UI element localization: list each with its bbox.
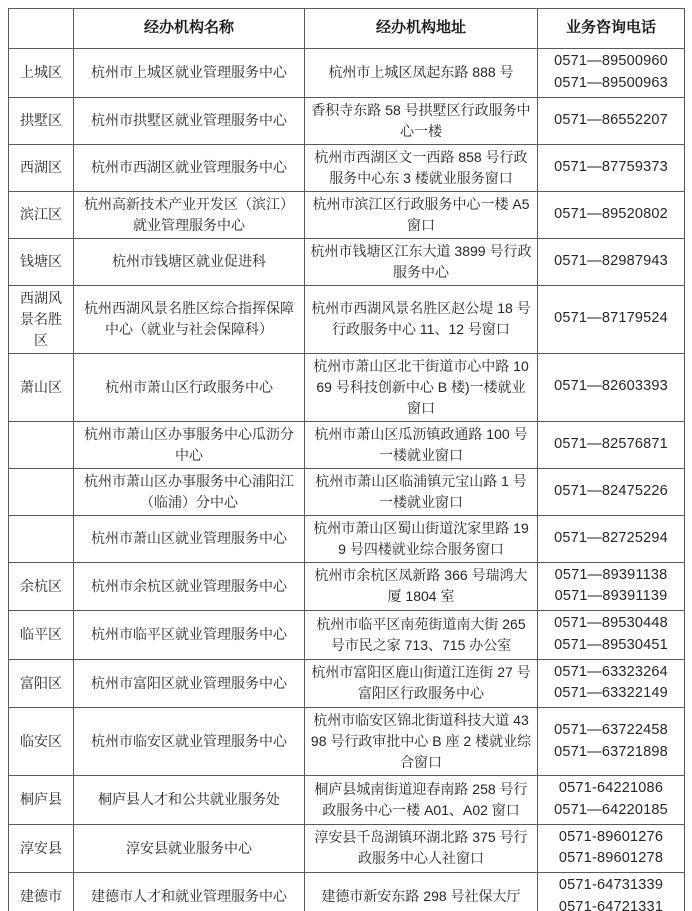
phone-cell [538, 49, 685, 98]
agency-name-cell: 杭州市萧山区行政服务中心 [74, 353, 305, 421]
table-row [9, 468, 685, 515]
phone-cell [538, 191, 685, 238]
agency-name-cell: 杭州市上城区就业管理服务中心 [74, 49, 305, 98]
address-cell: 杭州市萧山区北干街道市心中路 1069 号科技创新中心 B 楼)一楼就业窗口 [305, 353, 538, 421]
phone-number: 0571—82576871 [554, 435, 668, 452]
phone-number: 0571—82725294 [554, 529, 668, 546]
district-cell [9, 515, 74, 562]
district-cell: 西湖区 [9, 144, 74, 191]
district-cell: 临平区 [9, 611, 74, 660]
phone-number: 0571—82987943 [554, 252, 668, 269]
agency-address-header: 经办机构地址 [305, 9, 538, 49]
table-row [9, 611, 685, 660]
phone-number: 0571—89530448 [554, 615, 668, 631]
district-cell: 建德市 [9, 873, 74, 911]
phone-cell [538, 285, 685, 353]
agency-contact-table [8, 8, 685, 911]
district-cell: 钱塘区 [9, 238, 74, 285]
phone-cell [538, 353, 685, 421]
address-cell: 桐庐县城南街道迎春南路 258 号行政服务中心一楼 A01、A02 窗口 [305, 776, 538, 825]
agency-name-cell: 建德市人才和就业管理服务中心 [74, 873, 305, 911]
address-cell: 杭州市临平区南苑街道南大街 265 号市民之家 713、715 办公室 [305, 611, 538, 660]
address-cell: 建德市新安东路 298 号社保大厅 [305, 873, 538, 911]
table-row [9, 191, 685, 238]
phone-cell [538, 873, 685, 911]
address-cell: 杭州市富阳区鹿山街道江连街 27 号富阳区行政服务中心 [305, 659, 538, 708]
table-row [9, 708, 685, 776]
phone-number: 0571—63322149 [554, 685, 668, 702]
agency-name-header: 经办机构名称 [74, 9, 305, 49]
agency-name-cell: 杭州市富阳区就业管理服务中心 [74, 659, 305, 708]
phone-number: 0571—82603393 [554, 378, 668, 395]
phone-cell [538, 824, 685, 873]
phone-cell [538, 611, 685, 660]
address-cell: 杭州市西湖风景名胜区赵公堤 18 号行政服务中心 11、12 号窗口 [305, 285, 538, 353]
agency-name-cell: 杭州市临安区就业管理服务中心 [74, 708, 305, 776]
agency-name-cell: 杭州高新技术产业开发区（滨江）就业管理服务中心 [74, 191, 305, 238]
address-cell: 杭州市上城区凤起东路 888 号 [305, 49, 538, 98]
phone-number: 0571—87759373 [554, 158, 668, 175]
district-cell [9, 421, 74, 468]
phone-number: 0571—89500960 [554, 53, 668, 69]
address-cell: 杭州市西湖区文一西路 858 号行政服务中心东 3 楼就业服务窗口 [305, 144, 538, 191]
agency-name-cell: 杭州市拱墅区就业管理服务中心 [74, 97, 305, 144]
district-cell: 余杭区 [9, 562, 74, 611]
district-cell [9, 468, 74, 515]
table-row [9, 824, 685, 873]
header-row [9, 9, 685, 49]
table-row [9, 776, 685, 825]
phone-number: 0571-64721331 [558, 898, 664, 911]
phone-number: 0571—64220185 [554, 801, 668, 818]
agency-name-cell: 杭州市萧山区办事服务中心瓜沥分中心 [74, 421, 305, 468]
district-cell: 桐庐县 [9, 776, 74, 825]
phone-cell [538, 238, 685, 285]
agency-name-cell: 杭州市余杭区就业管理服务中心 [74, 562, 305, 611]
agency-name-cell: 杭州市萧山区就业管理服务中心 [74, 515, 305, 562]
address-cell: 杭州市滨江区行政服务中心一楼 A5 窗口 [305, 191, 538, 238]
phone-number: 0571—87179524 [554, 310, 668, 327]
address-cell: 杭州市萧山区蜀山街道沈家里路 199 号四楼就业综合服务窗口 [305, 515, 538, 562]
district-cell: 萧山区 [9, 353, 74, 421]
phone-number: 0571—89520802 [554, 205, 668, 222]
table-row [9, 421, 685, 468]
phone-number: 0571—89500963 [554, 74, 668, 91]
table-row [9, 49, 685, 98]
phone-cell [538, 708, 685, 776]
district-cell: 富阳区 [9, 659, 74, 708]
phone-cell [538, 659, 685, 708]
phone-cell [538, 776, 685, 825]
address-cell: 杭州市临安区锦北街道科技大道 4398 号行政审批中心 B 座 2 楼就业综合窗口 [305, 708, 538, 776]
address-cell: 香积寺东路 58 号拱墅区行政服务中心一楼 [305, 97, 538, 144]
phone-cell [538, 468, 685, 515]
phone-number: 0571—63323264 [554, 663, 668, 680]
agency-name-cell: 杭州西湖风景名胜区综合指挥保障中心（就业与社会保障科） [74, 285, 305, 353]
phone-cell [538, 144, 685, 191]
table-row [9, 285, 685, 353]
phone-number: 0571—89530451 [554, 636, 668, 653]
phone-number: 0571—89391138 [554, 566, 668, 583]
phone-number: 0571-89601276 [558, 828, 664, 845]
phone-number: 0571-64731339 [558, 877, 664, 893]
district-cell: 拱墅区 [9, 97, 74, 144]
address-cell: 杭州市钱塘区江东大道 3899 号行政服务中心 [305, 238, 538, 285]
table-row [9, 873, 685, 911]
table-row [9, 144, 685, 191]
district-cell: 上城区 [9, 49, 74, 98]
agency-name-cell: 淳安县就业服务中心 [74, 824, 305, 873]
district-header [9, 9, 74, 49]
phone-header: 业务咨询电话 [538, 9, 685, 49]
district-cell: 临安区 [9, 708, 74, 776]
phone-number: 0571—63721898 [554, 743, 668, 760]
district-cell: 西湖风景名胜区 [9, 285, 74, 353]
phone-number: 0571-89601278 [558, 850, 664, 867]
phone-number: 0571—86552207 [554, 111, 668, 128]
table-row [9, 659, 685, 708]
table-row [9, 562, 685, 611]
address-cell: 杭州市萧山区瓜沥镇政通路 100 号一楼就业窗口 [305, 421, 538, 468]
agency-name-cell: 杭州市钱塘区就业促进科 [74, 238, 305, 285]
table-row [9, 515, 685, 562]
phone-cell [538, 515, 685, 562]
phone-cell [538, 421, 685, 468]
table-row [9, 238, 685, 285]
district-cell: 淳安县 [9, 824, 74, 873]
agency-name-cell: 桐庐县人才和公共就业服务处 [74, 776, 305, 825]
address-cell: 杭州市萧山区临浦镇元宝山路 1 号一楼就业窗口 [305, 468, 538, 515]
address-cell: 淳安县千岛湖镇环湖北路 375 号行政服务中心人社窗口 [305, 824, 538, 873]
phone-number: 0571—63722458 [554, 721, 668, 738]
phone-cell [538, 562, 685, 611]
agency-name-cell: 杭州市临平区就业管理服务中心 [74, 611, 305, 660]
address-cell: 杭州市余杭区凤新路 366 号瑞鸿大厦 1804 室 [305, 562, 538, 611]
district-cell: 滨江区 [9, 191, 74, 238]
table-row [9, 97, 685, 144]
phone-cell [538, 97, 685, 144]
phone-number: 0571—89391139 [554, 588, 668, 605]
phone-number: 0571—82475226 [554, 482, 668, 499]
table-row [9, 353, 685, 421]
phone-number: 0571-64221086 [558, 780, 664, 796]
agency-name-cell: 杭州市萧山区办事服务中心浦阳江（临浦）分中心 [74, 468, 305, 515]
agency-name-cell: 杭州市西湖区就业管理服务中心 [74, 144, 305, 191]
